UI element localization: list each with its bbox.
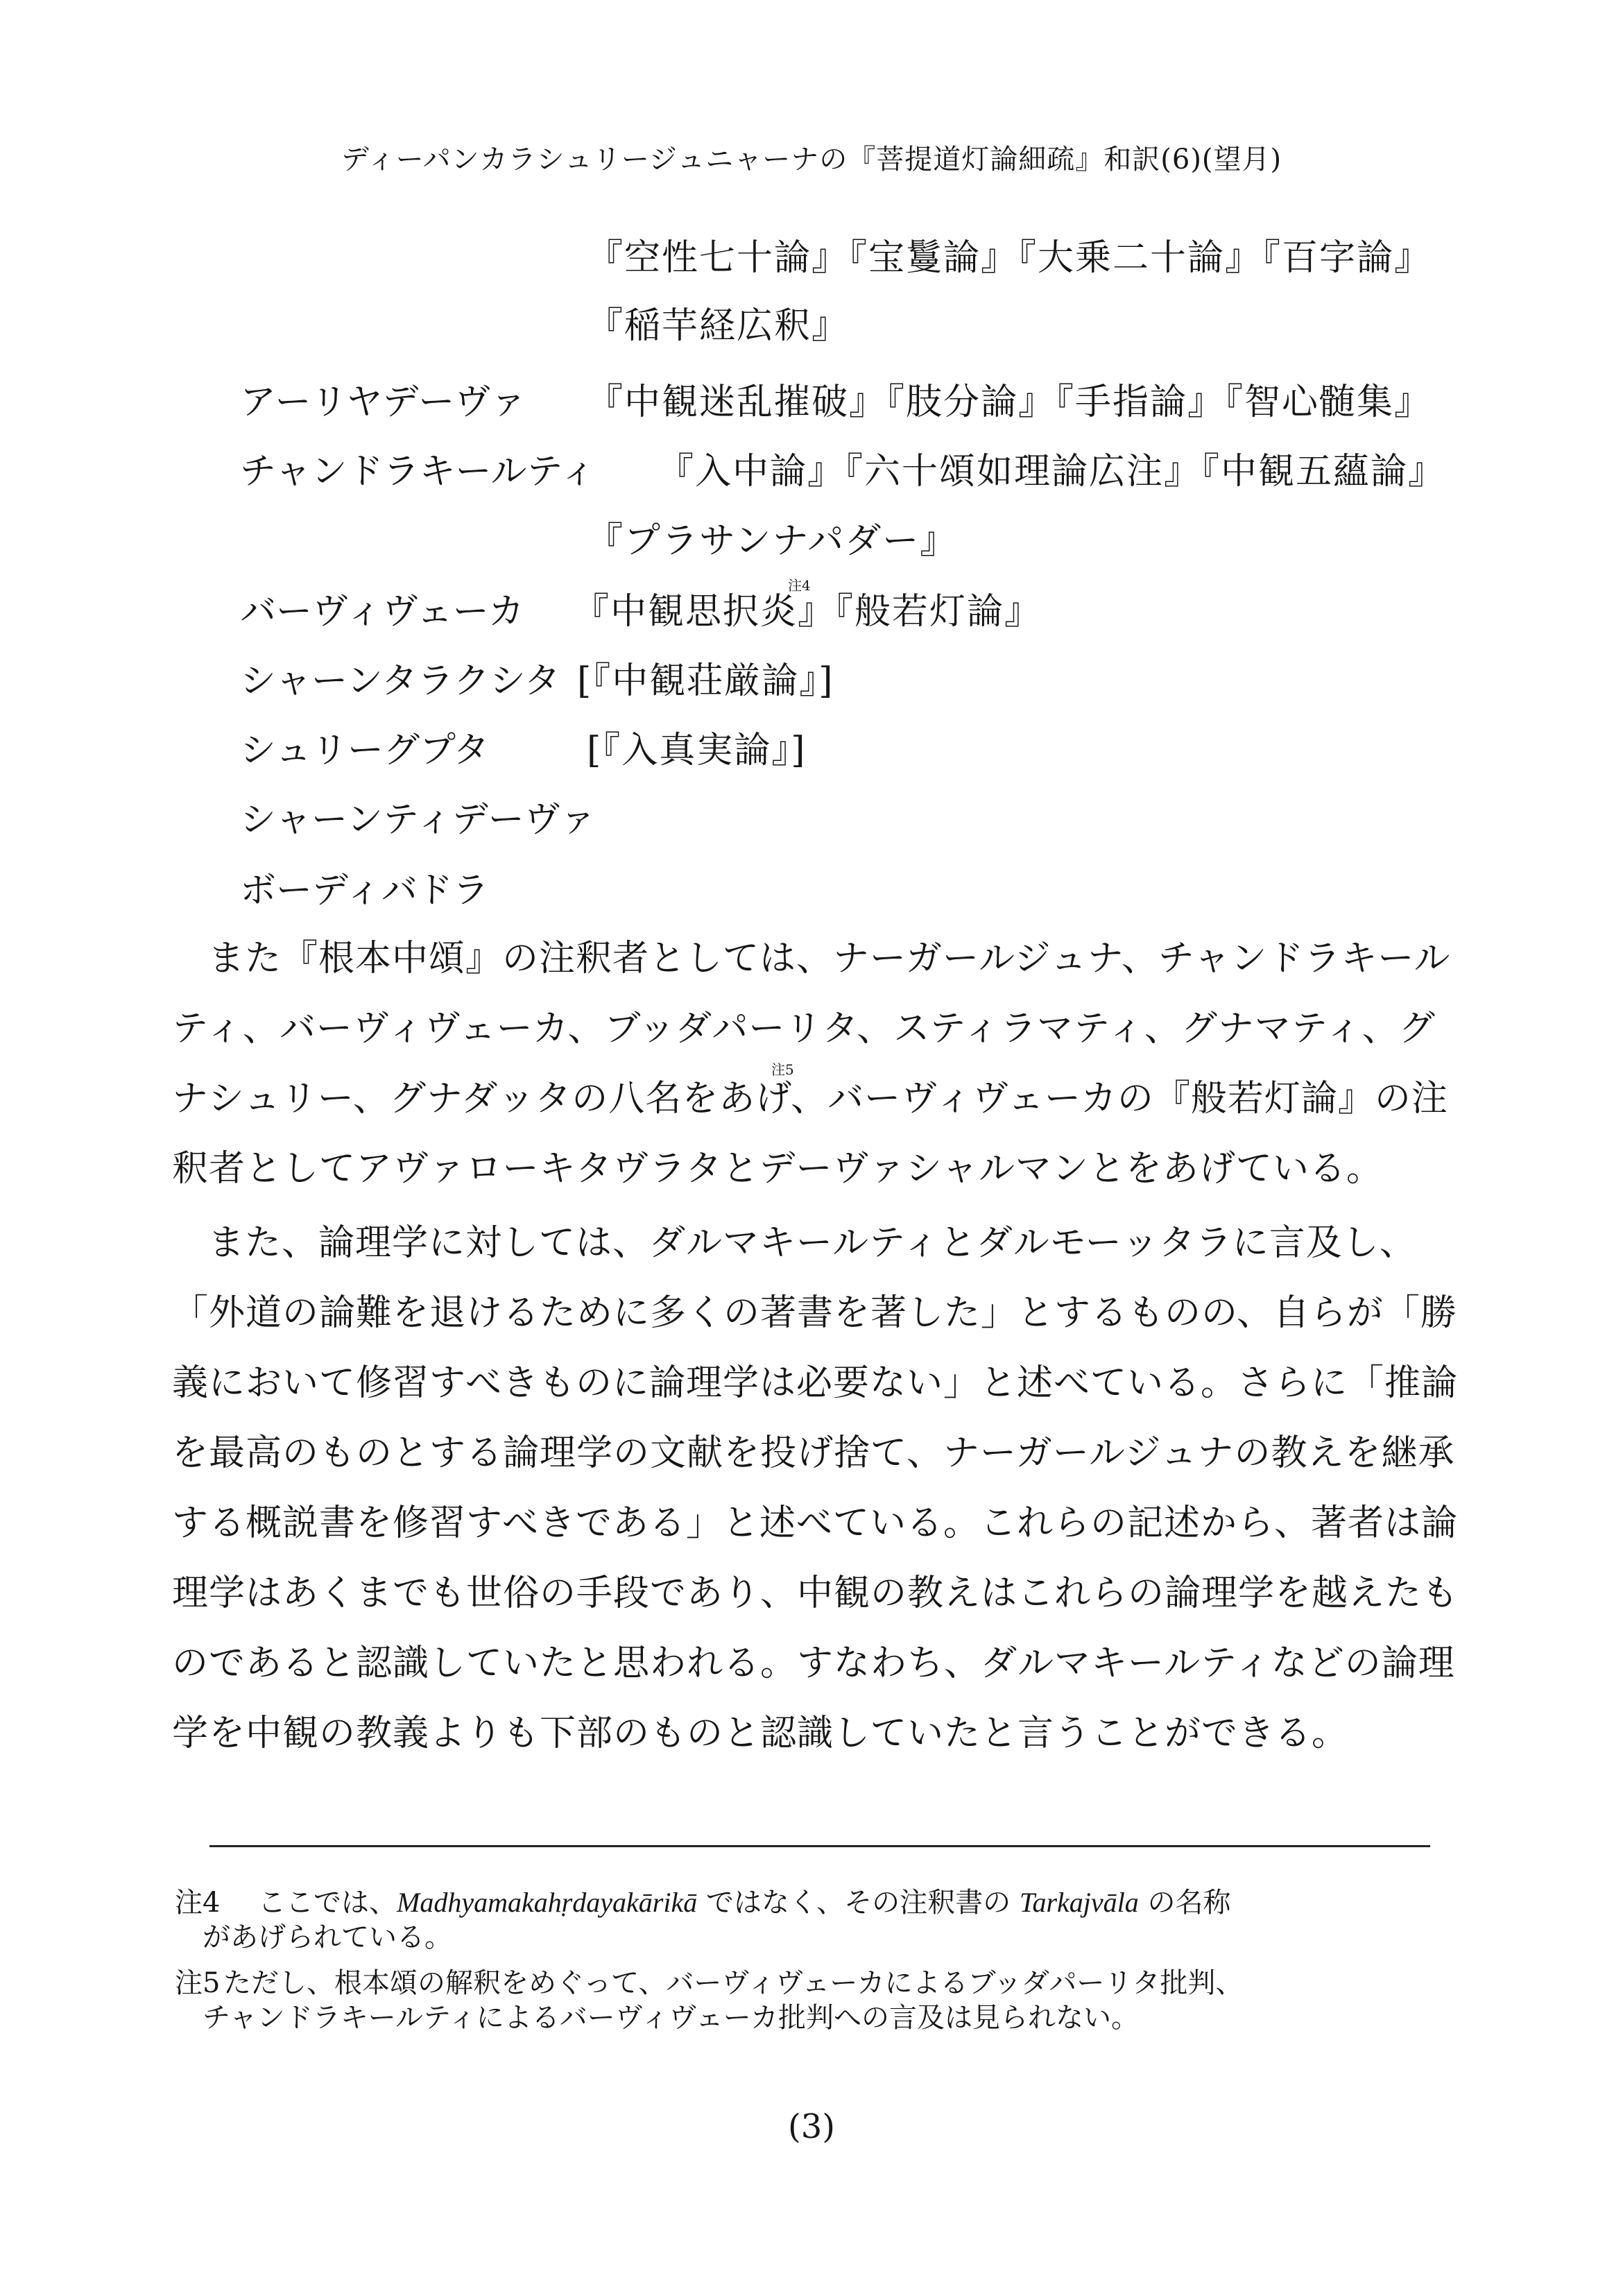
author-santideva: シャーンティデーヴァ	[240, 799, 596, 841]
author-sriguputa: シュリーグプタ	[240, 730, 490, 771]
paragraph-1-line: ティ、バーヴィヴェーカ、ブッダパーリタ、スティラマティ、グナマティ、グ	[172, 1008, 1436, 1050]
paragraph-1-line: ナシュリー、グナダッタの八名をあげ、バーヴィヴェーカの『般若灯論』の注	[172, 1078, 1448, 1120]
works-candrakirti-cont: 『プラサンナパダー』	[587, 520, 958, 562]
author-bodhibhadra: ボーディバドラ	[240, 870, 489, 911]
footnote-4-text-b: ではなく、その注釈書の	[697, 1887, 1020, 1919]
footnote-4-label: 注4	[175, 1887, 221, 1919]
paragraph-2-line: 理学はあくまでも世俗の手段であり、中観の教えはこれらの論理学を越えたも	[172, 1573, 1459, 1614]
works-santaraksita: [『中観荘厳論』]	[577, 660, 834, 702]
paragraph-2-line: する概説書を修習すべきである」と述べている。これらの記述から、著者は論	[172, 1502, 1458, 1544]
works-candrakirti: 『入中論』『六十頌如理論広注』『中観五蘊論』	[658, 451, 1446, 492]
page-number: (3)	[788, 2107, 835, 2146]
paragraph-1-line: 釈者としてアヴァローキタヴラタとデーヴァシャルマンとをあげている。	[172, 1148, 1383, 1190]
paragraph-2-line: 「外道の論難を退けるために多くの著書を著した」とするものの、自らが「勝	[172, 1292, 1457, 1334]
footnote-4-continuation: があげられている。	[203, 1921, 452, 1953]
note-mark-5: 注5	[771, 1061, 794, 1078]
footnote-4	[175, 1885, 1465, 1955]
note-mark-4: 注4	[788, 577, 811, 594]
paragraph-2-line: 義において修習すべきものに論理学は必要ない」と述べている。さらに「推論	[172, 1362, 1458, 1404]
footnote-4-text-a: ここでは、	[258, 1887, 397, 1919]
works-aryadeva: 『中観迷乱摧破』『肢分論』『手指論』『智心髄集』	[587, 382, 1432, 423]
works-bhaviveka: 『中観思択炎』『般若灯論』	[573, 591, 1042, 633]
footnote-5-label: 注5	[175, 1967, 221, 1999]
running-header: ディーパンカラシュリージュニャーナの『菩提道灯論細疏』和訳(6)(望月)	[341, 144, 1282, 175]
author-bhaviveka: バーヴィヴェーカ	[240, 591, 524, 633]
paragraph-2-line: を最高のものとする論理学の文献を投げ捨て、ナーガールジュナの教えを継承	[172, 1432, 1455, 1474]
author-candrakirti: チャンドラキールティ	[240, 451, 596, 492]
paragraph-2-line: のであると認識していたと思われる。すなわち、ダルマキールティなどの論理	[172, 1643, 1455, 1684]
footnote-4-title-a: Madhyamakahṛdayakārikā	[397, 1887, 698, 1918]
paragraph-1	[172, 924, 1469, 1204]
author-santaraksita: シャーンタラクシタ	[240, 660, 560, 702]
footnote-divider	[209, 1845, 1430, 1847]
author-aryadeva: アーリヤデーヴァ	[240, 382, 526, 423]
footnote-5	[175, 1966, 1465, 2035]
paragraph-2-line: 学を中観の教義よりも下部のものと認識していたと言うことができる。	[172, 1713, 1349, 1754]
paragraph-1-line: また『根本中頌』の注釈者としては、ナーガールジュナ、チャンドラキール	[208, 938, 1451, 979]
footnote-5-text: ただし、根本頌の解釈をめぐって、バーヴィヴェーカによるブッダパーリタ批判、	[223, 1967, 1244, 1999]
footnote-4-text-c: の名称	[1138, 1887, 1231, 1919]
footnote-5-continuation: チャンドラキールティによるバーヴィヴェーカ批判への言及は見られない。	[203, 2002, 1139, 2034]
footnote-4-title-b: Tarkajvāla	[1019, 1887, 1139, 1918]
works-nagarjuna-line-1: 『空性七十論』『宝鬘論』『大乗二十論』『百字論』	[587, 237, 1432, 279]
paragraph-2	[172, 1208, 1469, 1769]
works-nagarjuna-line-2: 『稲芉経広釈』	[587, 305, 850, 347]
paragraph-2-line: また、論理学に対しては、ダルマキールティとダルモーッタラに言及し、	[208, 1222, 1416, 1264]
works-sriguputa: [『入真実論』]	[587, 730, 807, 771]
